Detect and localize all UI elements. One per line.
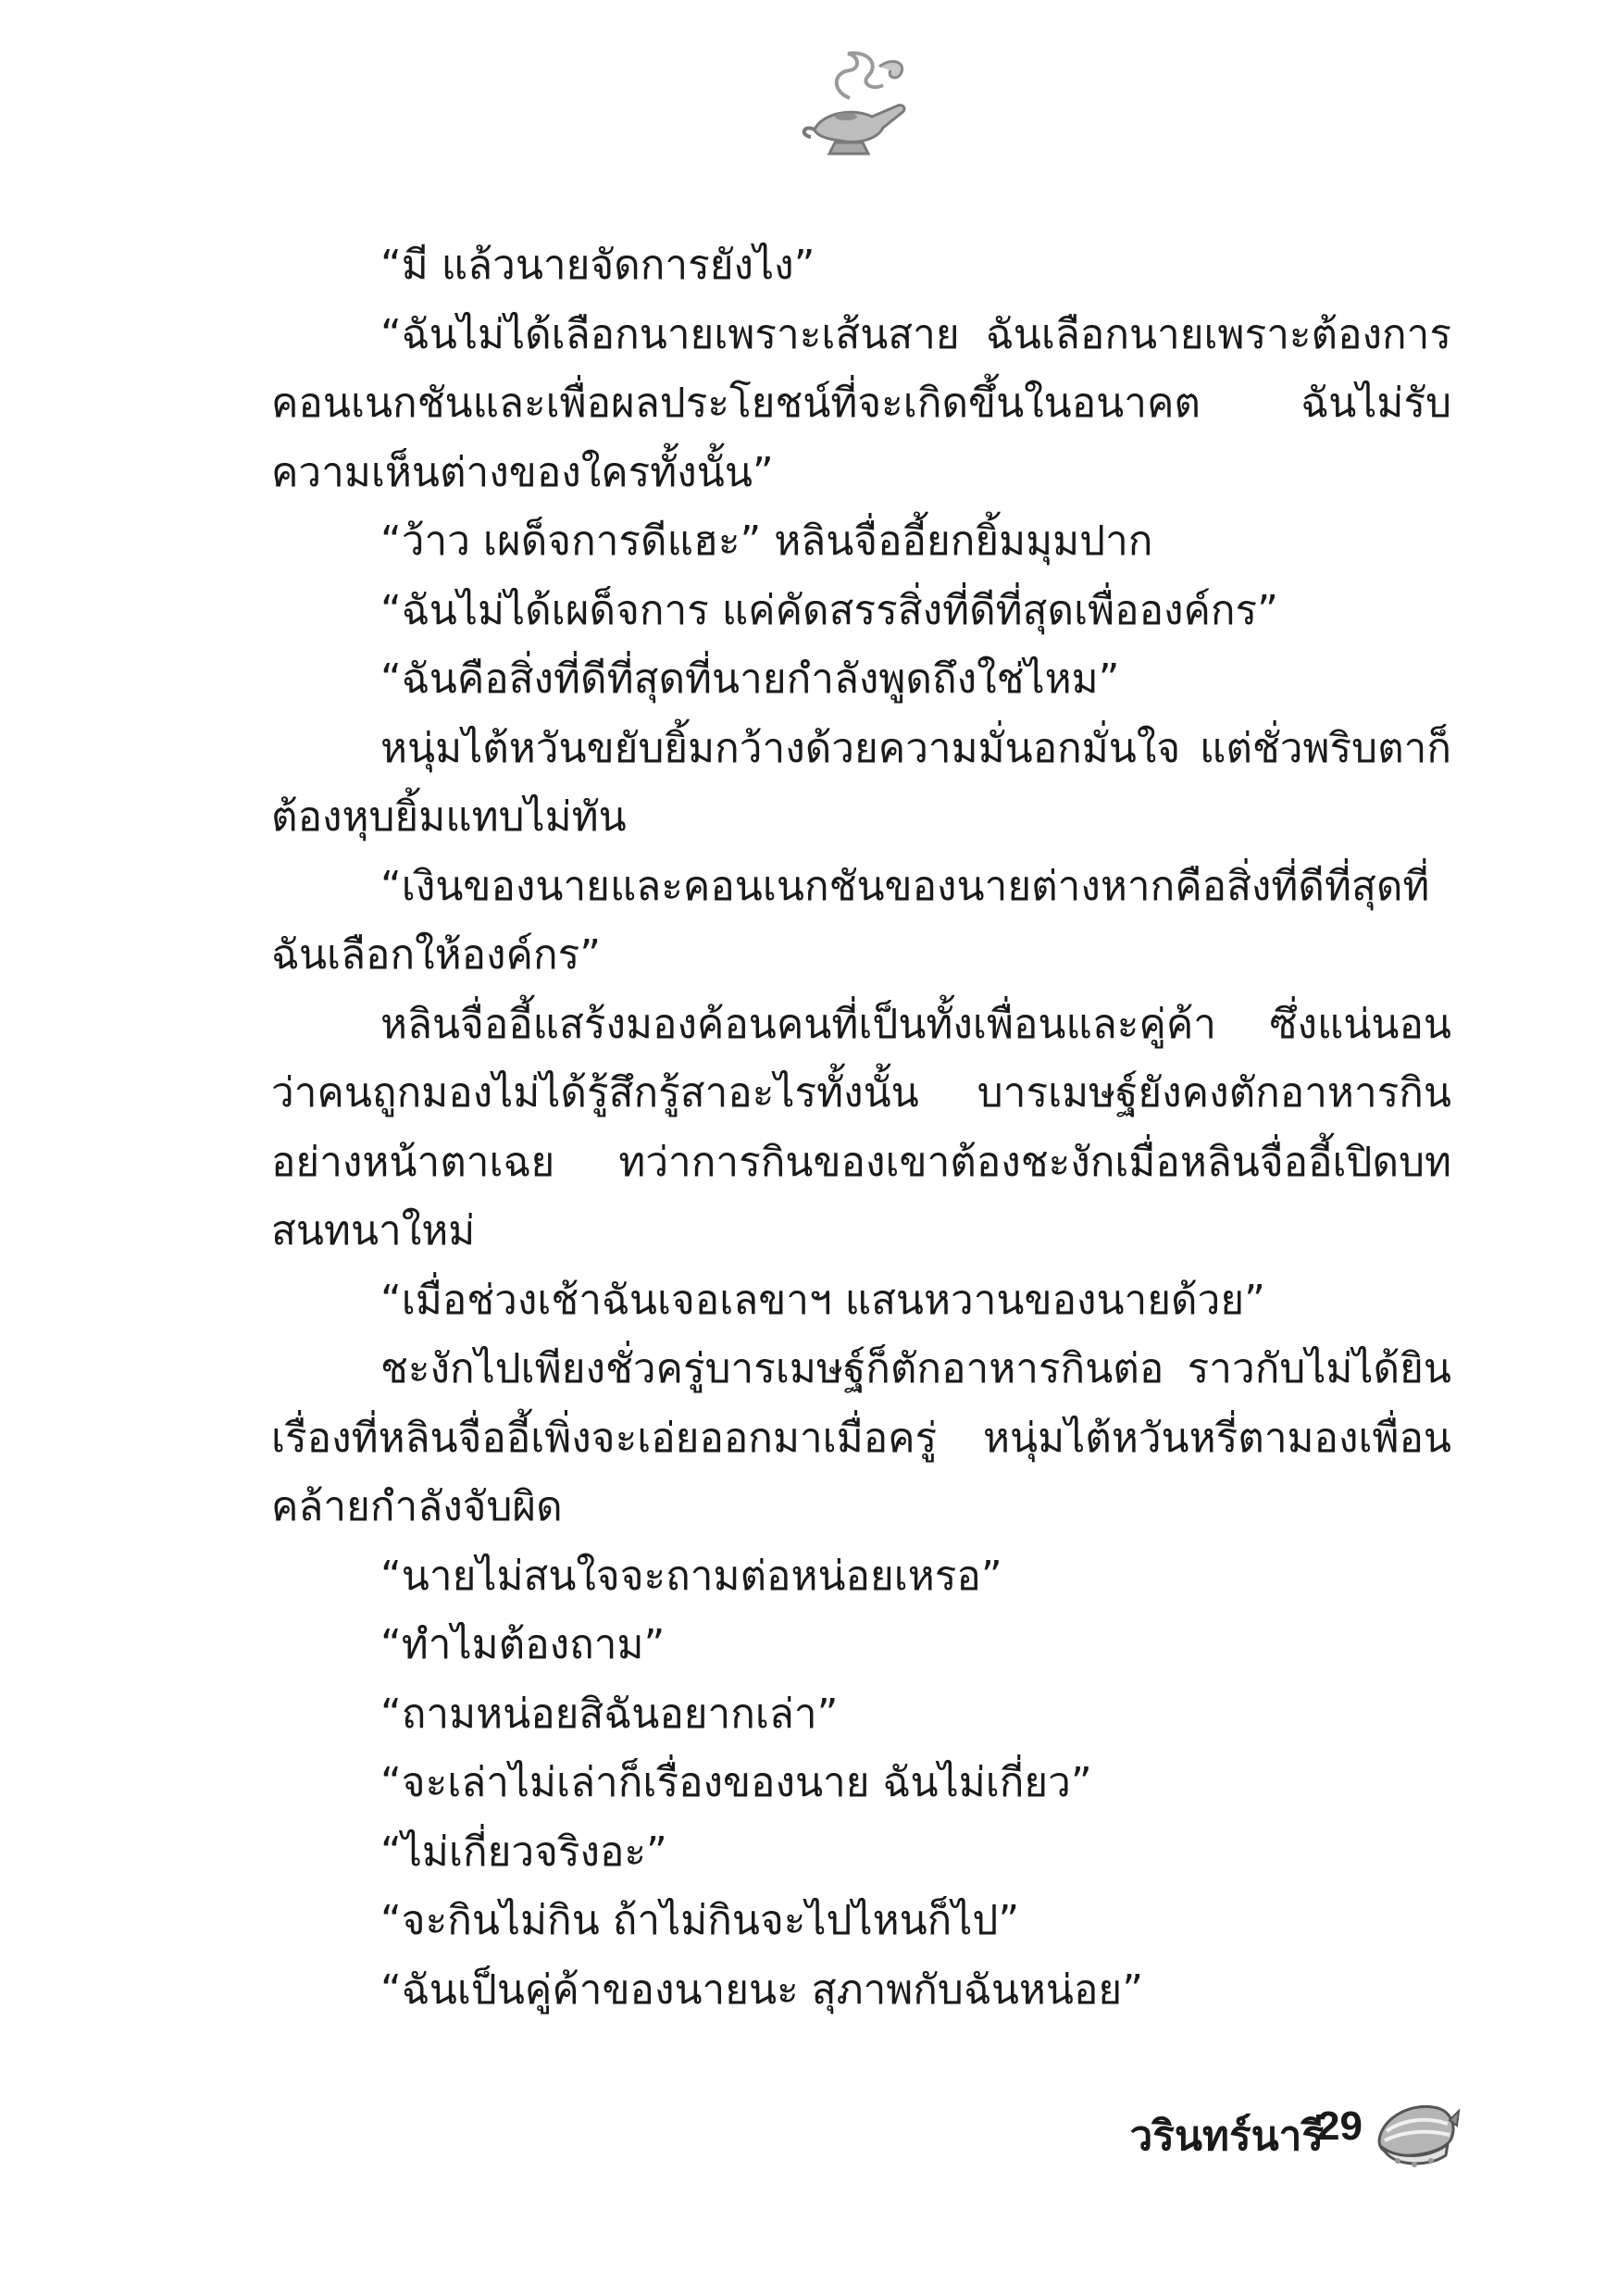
- paragraph: หลินจื่ออี้แสร้งมองค้อนคนที่เป็นทั้งเพื่อนและคู่ค้า ซึ่งแน่นอนว่าคนถูกมองไม่ได้รู้สึกรู้สาอะไรทั้งนั้น บารเมษฐ์ยังคงตักอาหารกินอย่างหน้าตาเฉย ทว่าการกินของเขาต้องชะงักเมื่อหลินจื่ออี้เปิดบทสนทนาใหม่: [271, 1000, 1451, 1254]
- body-text: [271, 231, 1451, 2025]
- paragraph: “ทำไมต้องถาม”: [380, 1621, 666, 1668]
- paragraph: “ไม่เกี่ยวจริงอะ”: [380, 1828, 667, 1876]
- page-footer: [1000, 2083, 1462, 2185]
- page-number: 29: [1317, 2103, 1363, 2149]
- paragraph: “เมื่อช่วงเช้าฉันเจอเลขาฯ แสนหวานของนายด้วย”: [380, 1276, 1265, 1324]
- sushi-icon: [1370, 2083, 1462, 2176]
- paragraph: “นายไม่สนใจจะถามต่อหน่อยเหรอ”: [380, 1552, 1002, 1600]
- paragraph: “ฉันไม่ได้เลือกนายเพราะเส้นสาย ฉันเลือกนายเพราะต้องการคอนเนกชันและเพื่อผลประโยชน์ที่จะเกิดขึ้นในอนาคต ฉันไม่รับความเห็นต่างของใครทั้งนั้น”: [271, 310, 1451, 496]
- paragraph: “มี แล้วนายจัดการยังไง”: [380, 242, 815, 289]
- paragraph: “จะเล่าไม่เล่าก็เรื่องของนาย ฉันไม่เกี่ยว”: [380, 1759, 1092, 1806]
- paragraph: “ถามหน่อยสิฉันอยากเล่า”: [380, 1690, 839, 1738]
- paragraph: หนุ่มไต้หวันขยับยิ้มกว้างด้วยความมั่นอกมั่นใจ แต่ชั่วพริบตาก็ต้องหุบยิ้มแทบไม่ทัน: [271, 724, 1451, 841]
- paragraph: “เงินของนายและคอนเนกชันของนายต่างหากคือสิ่งที่ดีที่สุดที่ฉันเลือกให้องค์กร”: [271, 862, 1430, 979]
- book-title: วรินทร์นารี: [1129, 2113, 1324, 2160]
- paragraph: “ฉันคือสิ่งที่ดีที่สุดที่นายกำลังพูดถึงใช่ไหม”: [380, 655, 1120, 703]
- paragraph: “ว้าว เผด็จการดีแฮะ” หลินจื่ออี้ยกยิ้มมุมปาก: [380, 518, 1153, 565]
- paragraph: ชะงักไปเพียงชั่วครู่บารเมษฐ์ก็ตักอาหารกินต่อ ราวกับไม่ได้ยินเรื่องที่หลินจื่ออี้เพิ่งจะเอ่ยออกมาเมื่อครู่ หนุ่มไต้หวันหรี่ตามองเพื่อนคล้ายกำลังจับผิด: [271, 1345, 1451, 1530]
- paragraph: “ฉันไม่ได้เผด็จการ แค่คัดสรรสิ่งที่ดีที่สุดเพื่อองค์กร”: [380, 586, 1278, 634]
- genie-lamp-icon: [794, 44, 924, 165]
- paragraph: “จะกินไม่กิน ถ้าไม่กินจะไปไหนก็ไป”: [380, 1897, 1020, 1944]
- paragraph: “ฉันเป็นคู่ค้าของนายนะ สุภาพกับฉันหน่อย”: [380, 1965, 1143, 2014]
